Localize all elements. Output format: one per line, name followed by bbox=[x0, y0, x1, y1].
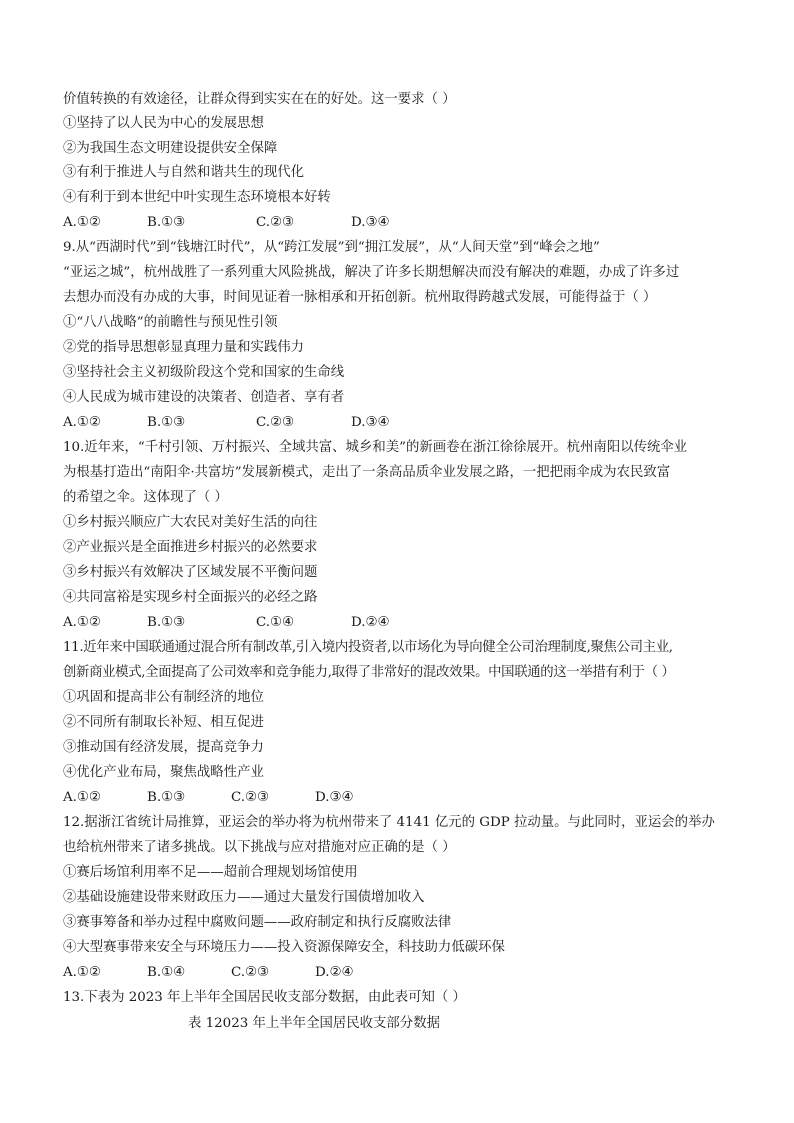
q10-item-3: ③乡村振兴有效解决了区域发展不平衡问题 bbox=[63, 565, 318, 580]
q12-item-2: ②基础设施建设带来财政压力——通过大量发行国债增加收入 bbox=[63, 890, 425, 905]
q8-option-d: D.③④ bbox=[351, 215, 390, 230]
q8-options bbox=[63, 214, 390, 232]
q8-stem: 价值转换的有效途径，让群众得到实实在在的好处。这一要求（ ） bbox=[63, 92, 456, 107]
q11-option-d: D.③④ bbox=[315, 790, 354, 805]
q12-option-a: A.①② bbox=[63, 965, 101, 980]
q9-options bbox=[63, 414, 390, 432]
q9-stem-line-1: 9.从“西湖时代”到“钱塘江时代”，从“跨江发展”到“拥江发展”，从“人间天堂”到“峰会之地” bbox=[63, 240, 600, 255]
q11-item-2: ②不同所有制取长补短、相互促进 bbox=[63, 715, 264, 730]
q8-item-4: ④有利于到本世纪中叶实现生态环境根本好转 bbox=[63, 190, 331, 205]
q12-option-b: B.①④ bbox=[147, 965, 186, 980]
q11-option-a: A.①② bbox=[63, 790, 101, 805]
q10-item-4: ④共同富裕是实现乡村全面振兴的必经之路 bbox=[63, 590, 318, 605]
q9-option-c: C.②③ bbox=[256, 415, 295, 430]
q12-stem-line-1: 12.据浙江省统计局推算，亚运会的举办将为杭州带来了 4141 亿元的 GDP 拉动量。与此同时，亚运会的举办 bbox=[63, 815, 715, 830]
q11-stem-line-1: 11.近年来中国联通通过混合所有制改革,引入境内投资者,以市场化为导向健全公司治理制度,聚焦公司主业, bbox=[63, 640, 673, 655]
q11-options bbox=[63, 789, 354, 807]
q9-item-3: ③坚持社会主义初级阶段这个党和国家的生命线 bbox=[63, 365, 345, 380]
q10-options bbox=[63, 614, 390, 632]
q9-stem-line-3: 去想办而没有办成的大事，时间见证着一脉相承和开拓创新。杭州取得跨越式发展，可能得益于（ ） bbox=[63, 290, 657, 305]
q9-stem-line-2: “亚运之城”，杭州战胜了一系列重大风险挑战，解决了许多长期想解决而没有解决的难题，办成了许多过 bbox=[63, 265, 680, 280]
q12-stem-line-2: 也给杭州带来了诸多挑战。以下挑战与应对措施对应正确的是（ ） bbox=[63, 840, 456, 855]
q10-stem-line-3: 的希望之伞。这体现了（ ） bbox=[63, 490, 228, 505]
q9-option-b: B.①③ bbox=[147, 415, 186, 430]
q10-stem-line-2: 为根基打造出“南阳伞·共富坊”发展新模式，走出了一条高品质伞业发展之路，一把把雨伞成为农民致富 bbox=[63, 465, 671, 480]
q12-option-d: D.②④ bbox=[315, 965, 354, 980]
q8-item-2: ②为我国生态文明建设提供安全保障 bbox=[63, 141, 278, 156]
q8-option-c: C.②③ bbox=[256, 215, 295, 230]
q8-item-1: ①坚持了以人民为中心的发展思想 bbox=[63, 116, 264, 131]
q8-item-3: ③有利于推进人与自然和谐共生的现代化 bbox=[63, 165, 305, 180]
q12-option-c: C.②③ bbox=[231, 965, 270, 980]
q11-stem-line-2: 创新商业模式,全面提高了公司效率和竞争能力,取得了非常好的混改效果。中国联通的这一举措有利于（ ） bbox=[63, 665, 675, 680]
q10-option-d: D.②④ bbox=[351, 615, 390, 630]
q9-item-4: ④人民成为城市建设的决策者、创造者、享有者 bbox=[63, 390, 345, 405]
q12-options bbox=[63, 964, 354, 982]
q9-option-a: A.①② bbox=[63, 415, 101, 430]
q12-item-1: ①赛后场馆利用率不足——超前合理规划场馆使用 bbox=[63, 865, 358, 880]
q9-item-1: ①“八八战略”的前瞻性与预见性引领 bbox=[63, 315, 278, 330]
q10-option-a: A.①② bbox=[63, 615, 101, 630]
q10-item-1: ①乡村振兴顺应广大农民对美好生活的向往 bbox=[63, 515, 318, 530]
q10-option-c: C.①④ bbox=[256, 615, 295, 630]
q10-option-b: B.①③ bbox=[147, 615, 186, 630]
q12-item-4: ④大型赛事带来安全与环境压力——投入资源保障安全，科技助力低碳环保 bbox=[63, 940, 505, 955]
q10-stem-line-1: 10.近年来，“千村引领、万村振兴、全域共富、城乡和美”的新画卷在浙江徐徐展开。杭州南阳以传统伞业 bbox=[63, 440, 688, 455]
q11-option-b: B.①③ bbox=[147, 790, 186, 805]
q13-stem: 13.下表为 2023 年上半年全国居民收支部分数据，由此表可知（ ） bbox=[63, 990, 466, 1005]
q12-item-3: ③赛事筹备和举办过程中腐败问题——政府制定和执行反腐败法律 bbox=[63, 915, 452, 930]
q10-item-2: ②产业振兴是全面推进乡村振兴的必然要求 bbox=[63, 540, 318, 555]
q11-item-1: ①巩固和提高非公有制经济的地位 bbox=[63, 690, 264, 705]
q8-option-a: A.①② bbox=[63, 215, 101, 230]
q11-option-c: C.②③ bbox=[231, 790, 270, 805]
q9-item-2: ②党的指导思想彰显真理力量和实践伟力 bbox=[63, 340, 305, 355]
q9-option-d: D.③④ bbox=[351, 415, 390, 430]
q8-option-b: B.①③ bbox=[147, 215, 186, 230]
q11-item-3: ③推动国有经济发展，提高竞争力 bbox=[63, 740, 264, 755]
q11-item-4: ④优化产业布局，聚焦战略性产业 bbox=[63, 765, 264, 780]
q13-table-caption: 表 12023 年上半年全国居民收支部分数据 bbox=[188, 1016, 440, 1031]
